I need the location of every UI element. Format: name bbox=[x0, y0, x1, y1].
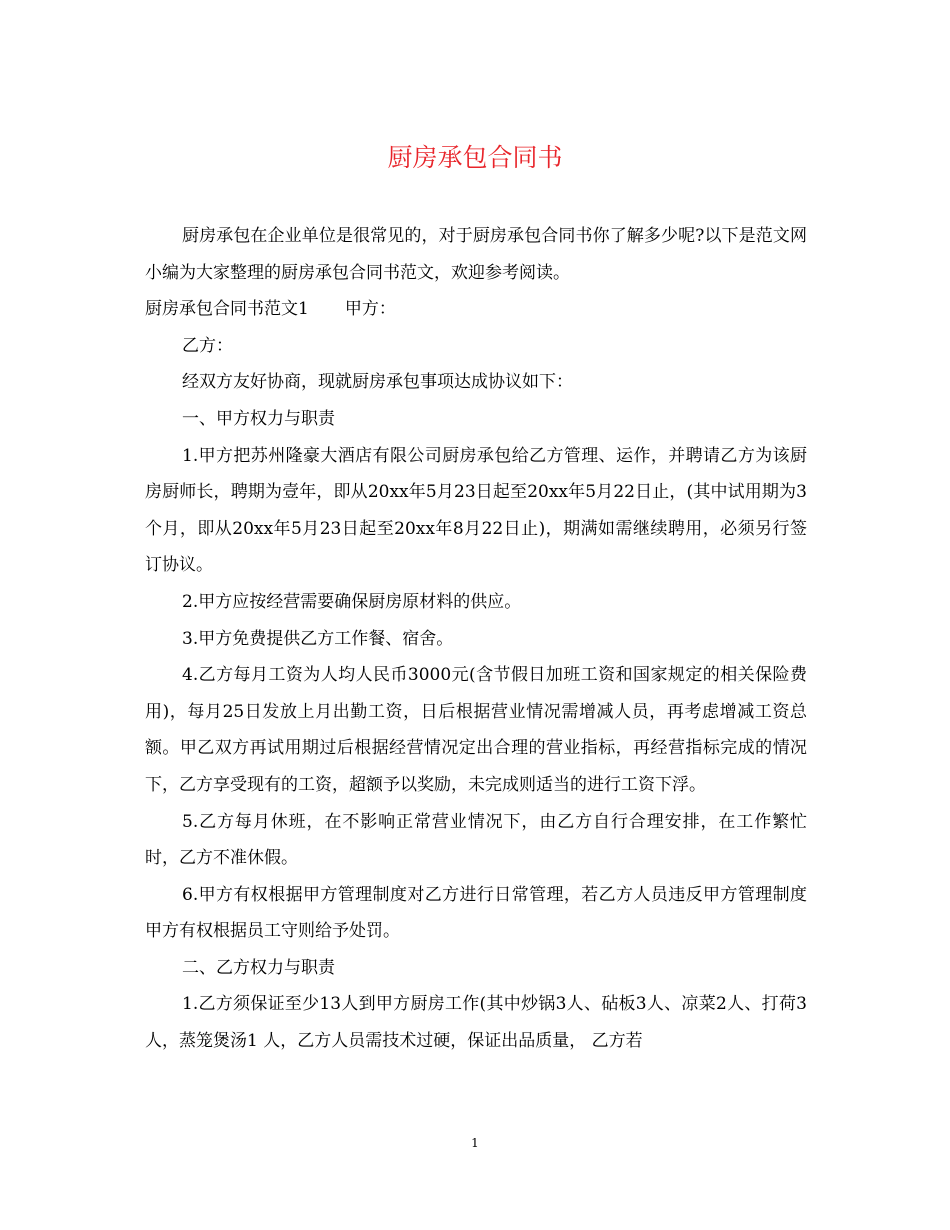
clause-paragraph: 6.甲方有权根据甲方管理制度对乙方进行日常管理，若乙方人员违反甲方管理制度甲方有权根据员工守则给予处罚。 bbox=[145, 884, 807, 942]
clause-paragraph: 2.甲方应按经营需要确保厨房原材料的供应。 bbox=[182, 591, 522, 612]
clause-paragraph: 5.乙方每月休班，在不影响正常营业情况下，由乙方自行合理安排，在工作繁忙时，乙方不准休假。 bbox=[145, 811, 807, 869]
clause-paragraph: 3.甲方免费提供乙方工作餐、宿舍。 bbox=[182, 628, 454, 649]
agreement-paragraph: 经双方友好协商，现就厨房承包事项达成协议如下： bbox=[182, 372, 573, 393]
clause-paragraph: 1.甲方把苏州隆豪大酒店有限公司厨房承包给乙方管理、运作，并聘请乙方为该厨房厨师长，聘期为壹年，即从20xx年5月23日起至20xx年5月22日止，(其中试用期为3个月，即从20xx年5月23日起至20xx年8月22日止)，期满如需继续聘用，必须另行签订协议。 bbox=[145, 445, 807, 576]
section-heading: 一、甲方权力与职责 bbox=[182, 408, 335, 429]
document-body bbox=[145, 218, 807, 1060]
clause-paragraph: 4.乙方每月工资为人均人民币3000元(含节假日加班工资和国家规定的相关保险费用)，每月25日发放上月出勤工资，日后根据营业情况需增减人员，再考虑增减工资总额。甲乙双方再试用期过后根据经营情况定出合理的营业指标，再经营指标完成的情况下，乙方享受现有的工资，超额予以奖励，未完成则适当的进行工资下浮。 bbox=[145, 665, 807, 795]
document-title: 厨房承包合同书 bbox=[387, 143, 563, 172]
sample-heading: 厨房承包合同书范文1 bbox=[145, 299, 309, 320]
party-a-label: 甲方： bbox=[344, 299, 396, 320]
sample-heading-line bbox=[145, 291, 807, 328]
party-b-label: 乙方： bbox=[182, 335, 233, 356]
clause-paragraph: 1.乙方须保证至少13人到甲方厨房工作(其中炒锅3人、砧板3人、凉菜2人、打荷3人，蒸笼煲汤1 人，乙方人员需技术过硬，保证出品质量， 乙方若 bbox=[145, 994, 807, 1052]
intro-paragraph: 厨房承包在企业单位是很常见的，对于厨房承包合同书你了解多少呢?以下是范文网小编为大家整理的厨房承包合同书范文，欢迎参考阅读。 bbox=[145, 226, 807, 283]
page-number: 1 bbox=[471, 1136, 479, 1150]
section-heading: 二、乙方权力与职责 bbox=[182, 957, 335, 978]
